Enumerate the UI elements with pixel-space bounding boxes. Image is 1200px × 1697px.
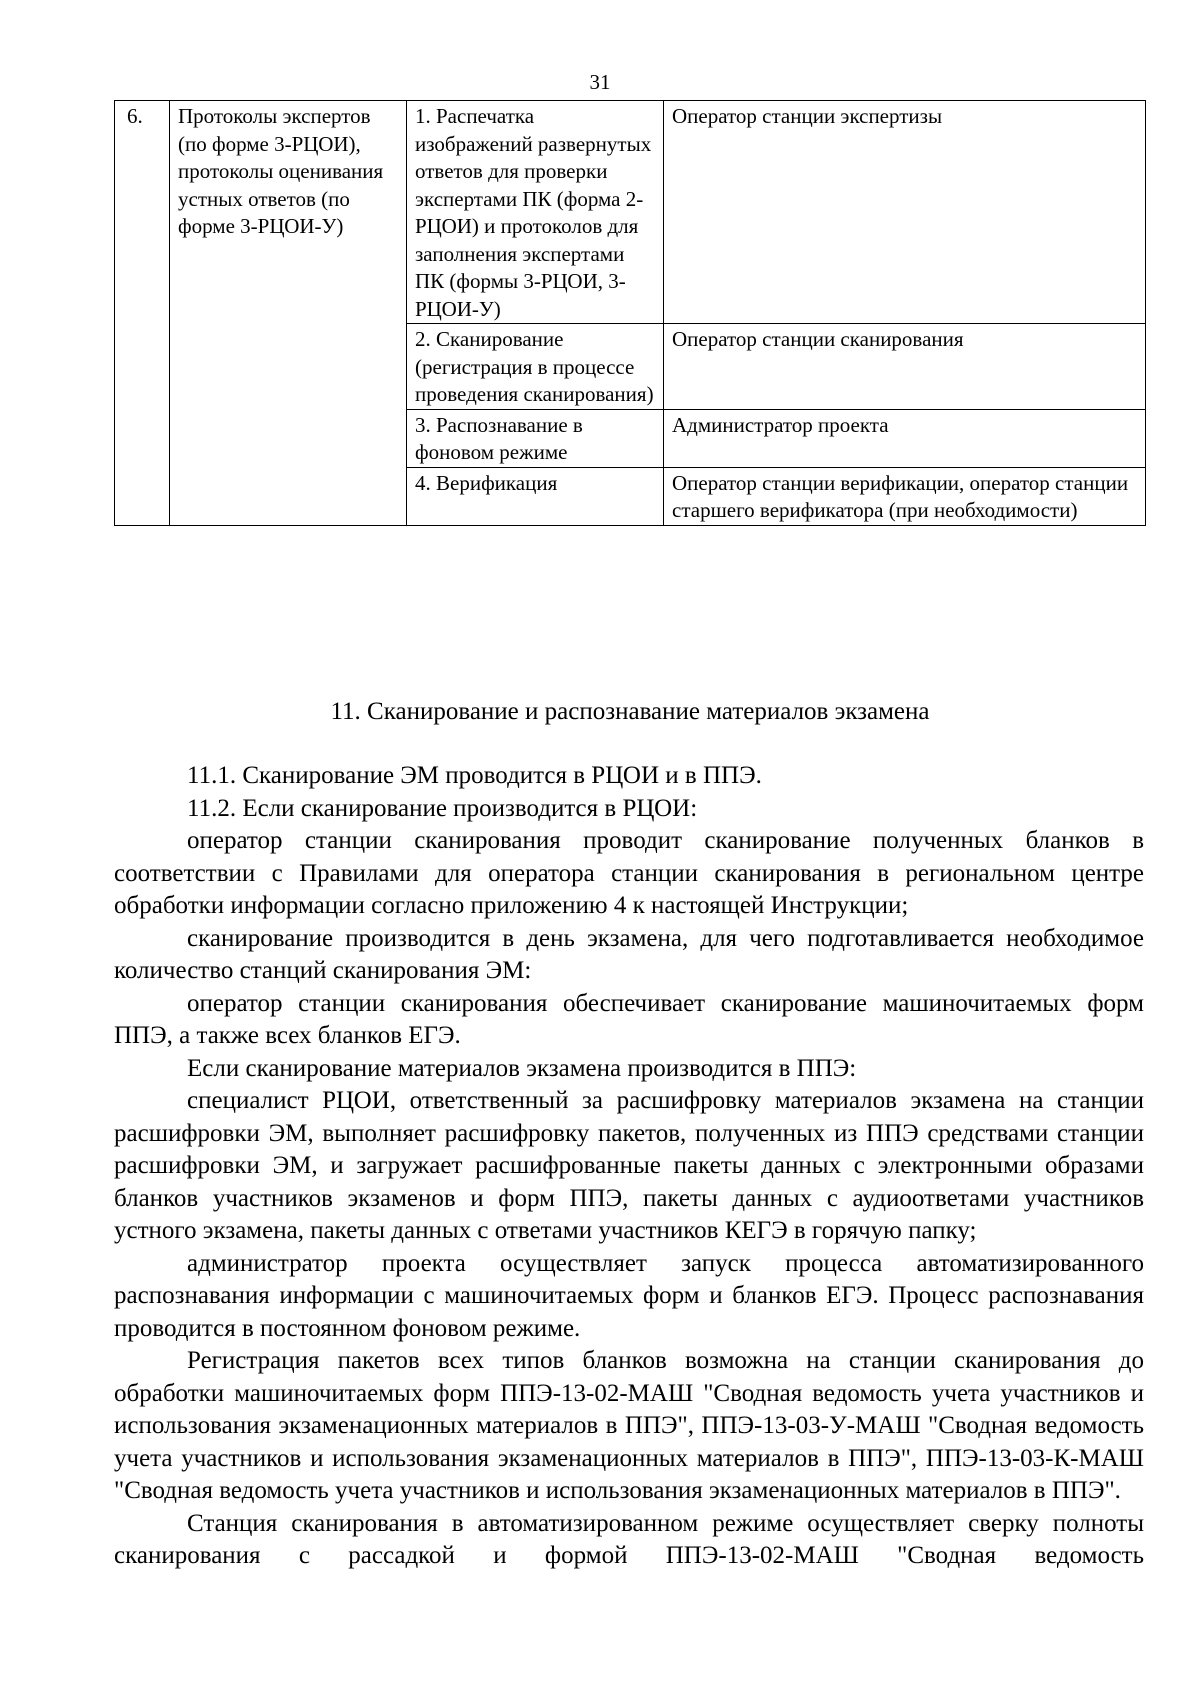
action-cell: 2. Сканирование (регистрация в процессе проведения сканирования) xyxy=(407,324,664,410)
document-cell: Протоколы экспертов (по форме 3-РЦОИ), протоколы оценивания устных ответов (по форме 3-РЦОИ-У) xyxy=(170,101,407,526)
paragraph: Станция сканирования в автоматизированном режиме осуществляет сверку полноты сканирования с рассадкой и формой ППЭ-13-02-МАШ "Сводная ведомость xyxy=(114,1509,1144,1569)
responsible-cell: Оператор станции экспертизы xyxy=(664,101,1146,324)
paragraph: специалист РЦОИ, ответственный за расшифровку материалов экзамена на станции расшифровки ЭМ, выполняет расшифровку пакетов, полученных из ППЭ средствами станции расшифровки ЭМ, и загружает расшифрованные пакеты данных с электронными образами бланков участников экзаменов и форм ППЭ, пакеты данных с аудиоответами участников устного экзамена, пакеты данных с ответами участников КЕГЭ в горячую папку; xyxy=(114,1087,1144,1244)
paragraph: Регистрация пакетов всех типов бланков возможна на станции сканирования до обработки машиночитаемых форм ППЭ-13-02-МАШ "Сводная ведомость учета участников и использования экзаменационных материалов в ППЭ", ППЭ-13-03-У-МАШ "Сводная ведомость учета участников и использования экзаменационных материалов в ППЭ", ППЭ-13-03-К-МАШ "Сводная ведомость учета участников и использования экзаменационных материалов в ППЭ". xyxy=(114,1347,1144,1504)
paragraph: Если сканирование материалов экзамена производится в ППЭ: xyxy=(187,1054,857,1082)
procedure-table xyxy=(114,100,1146,526)
paragraph: сканирование производится в день экзамена, для чего подготавливается необходимое количество станций сканирования ЭМ: xyxy=(114,924,1144,984)
paragraph: оператор станции сканирования обеспечивает сканирование машиночитаемых форм ППЭ, а также всех бланков ЕГЭ. xyxy=(114,989,1144,1049)
responsible-cell: Оператор станции верификации, оператор станции старшего верификатора (при необходимости) xyxy=(664,467,1146,525)
paragraph: 11.2. Если сканирование производится в РЦОИ: xyxy=(187,794,698,822)
paragraph: администратор проекта осуществляет запуск процесса автоматизированного распознавания информации с машиночитаемых форм и бланков ЕГЭ. Процесс распознавания проводится в постоянном фоновом режиме. xyxy=(114,1249,1144,1342)
section-title: 11. Сканирование и распознавание материалов экзамена xyxy=(330,698,930,725)
responsible-cell: Администратор проекта xyxy=(664,409,1146,467)
row-number-cell: 6. xyxy=(115,101,170,526)
responsible-cell: Оператор станции сканирования xyxy=(664,324,1146,410)
page-number: 31 xyxy=(589,70,611,94)
action-cell: 3. Распознавание в фоновом режиме xyxy=(407,409,664,467)
paragraph: оператор станции сканирования проводит сканирование полученных бланков в соответствии с Правилами для оператора станции сканирования в региональном центре обработки информации согласно приложению 4 к настоящей Инструкции; xyxy=(114,827,1144,919)
action-cell: 1. Распечатка изображений развернутых ответов для проверки экспертами ПК (форма 2-РЦОИ) и протоколов для заполнения экспертами ПК (формы 3-РЦОИ, 3-РЦОИ-У) xyxy=(407,101,664,324)
action-cell: 4. Верификация xyxy=(407,467,664,525)
table-row xyxy=(115,101,1146,324)
paragraph: 11.1. Сканирование ЭМ проводится в РЦОИ и в ППЭ. xyxy=(187,762,762,789)
body-text xyxy=(114,760,1144,1573)
